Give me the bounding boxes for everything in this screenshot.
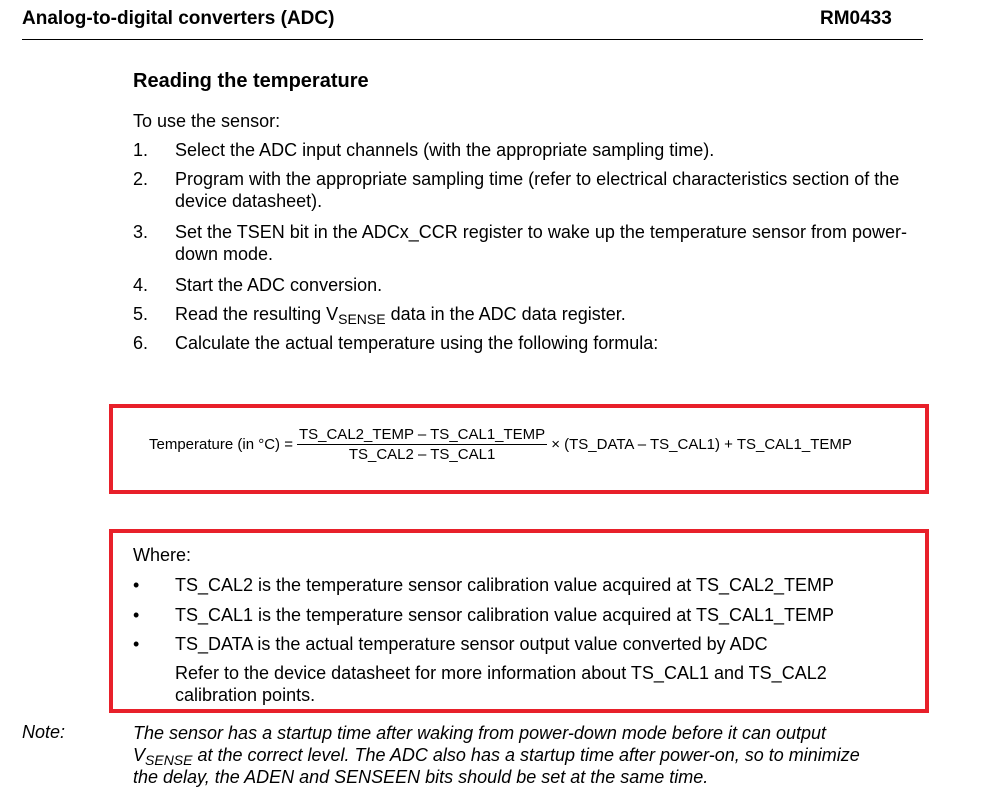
formula-numerator: TS_CAL2_TEMP – TS_CAL1_TEMP — [298, 426, 546, 443]
bullet-icon: • — [133, 605, 140, 625]
formula-fraction — [297, 426, 547, 463]
intro-text: To use the sensor: — [133, 111, 281, 131]
step-number: 3. — [133, 222, 149, 242]
section-title: Reading the temperature — [133, 70, 369, 92]
note-text-part: at the correct level. The ADC also has a startup time after power-on, so to minimize — [192, 745, 860, 765]
step-text: Select the ADC input channels (with the appropriate sampling time). — [175, 140, 715, 160]
step-text-part: data in the ADC data register. — [385, 304, 626, 324]
step-text — [175, 303, 935, 325]
step-text: Calculate the actual temperature using the following formula: — [175, 333, 659, 353]
note-line: the delay, the ADEN and SENSEEN bits should be set at the same time. — [133, 767, 709, 787]
step-text: Set the TSEN bit in the ADCx_CCR register to wake up the temperature sensor from power-down mode. — [175, 222, 907, 264]
where-label: Where: — [133, 545, 192, 565]
note-v: V — [133, 745, 146, 765]
where-item: TS_DATA is the actual temperature sensor output value converted by ADC — [175, 634, 768, 654]
where-refer-text: Refer to the device datasheet for more information about TS_CAL1 and TS_CAL2 calibration points. — [175, 663, 827, 705]
formula-highlight-box — [109, 404, 929, 494]
step-number: 2. — [133, 169, 149, 189]
where-item: TS_CAL1 is the temperature sensor calibration value acquired at TS_CAL1_TEMP — [175, 605, 835, 625]
bullet-icon: • — [133, 634, 140, 654]
formula-lhs: Temperature (in °C) = — [149, 436, 293, 453]
document-id: RM0433 — [820, 8, 892, 29]
step-text-part: Read the resulting V — [175, 304, 339, 324]
note-line — [133, 744, 933, 766]
bullet-icon: • — [133, 575, 140, 595]
header-divider — [22, 39, 923, 40]
step-text: Program with the appropriate sampling time (refer to electrical characteristics section of the device datasheet). — [175, 169, 900, 211]
formula-rhs: × (TS_DATA – TS_CAL1) + TS_CAL1_TEMP — [551, 436, 852, 453]
vsense-subscript: SENSE — [338, 311, 386, 327]
step-number: 5. — [133, 304, 149, 324]
where-item: TS_CAL2 is the temperature sensor calibration value acquired at TS_CAL2_TEMP — [175, 575, 835, 595]
vsense-subscript: SENSE — [145, 752, 193, 768]
note-label: Note: — [22, 722, 66, 742]
step-text: Start the ADC conversion. — [175, 275, 383, 295]
step-number: 4. — [133, 275, 149, 295]
section-header: Analog-to-digital converters (ADC) — [22, 8, 335, 29]
step-number: 1. — [133, 140, 149, 160]
formula-denominator: TS_CAL2 – TS_CAL1 — [348, 446, 496, 463]
temperature-formula — [149, 426, 852, 463]
note-line: The sensor has a startup time after waking from power-down mode before it can output — [133, 723, 827, 743]
step-number: 6. — [133, 333, 149, 353]
note-text — [133, 722, 933, 788]
